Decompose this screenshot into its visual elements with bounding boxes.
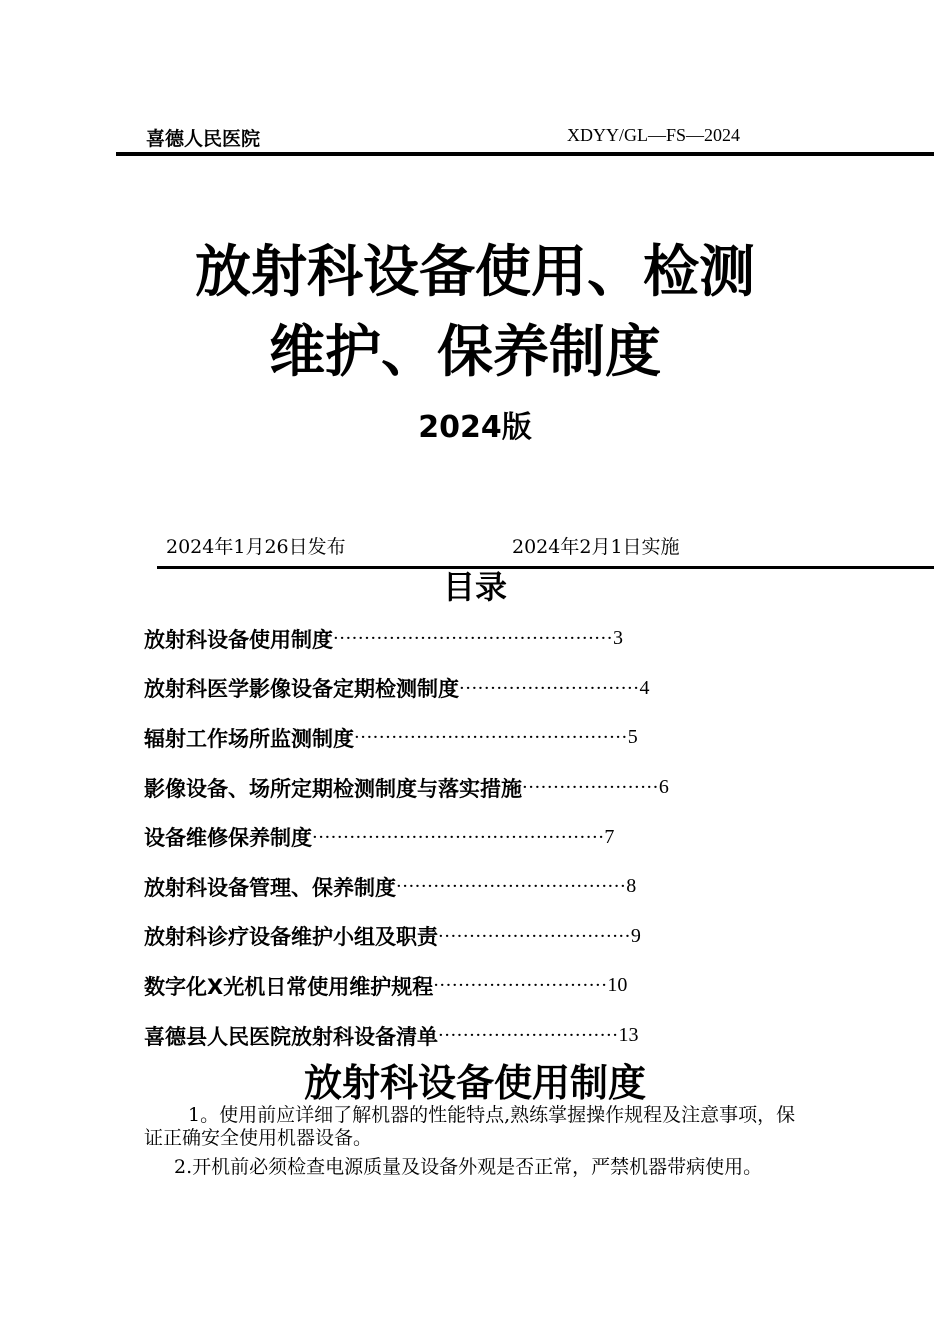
- toc-item-title: 设备维修保养制度: [144, 826, 312, 851]
- toc-leader: ·····························: [459, 677, 640, 699]
- document-version: 2024版: [418, 410, 532, 445]
- toc-item-title: 放射科设备管理、保养制度: [144, 875, 396, 900]
- toc-item[interactable]: [144, 862, 824, 912]
- toc-item-title: 喜德县人民医院放射科设备清单: [144, 1024, 438, 1049]
- toc-item-page: 5: [627, 726, 638, 749]
- toc-item-title: 放射科医学影像设备定期检测制度: [144, 677, 459, 702]
- toc-item-page: 6: [658, 776, 669, 799]
- toc-leader: ·······························: [438, 925, 631, 947]
- toc-item-title: 放射科设备使用制度: [144, 627, 333, 652]
- paragraph-text: 2.开机前必须检查电源质量及设备外观是否正常，严禁机器带病使用。: [174, 1156, 763, 1178]
- section-title: 放射科设备使用制度: [303, 1061, 646, 1105]
- header-rule: [116, 152, 934, 156]
- toc-leader: ····························: [433, 975, 608, 997]
- toc-item[interactable]: [144, 614, 824, 664]
- toc-leader: ·····························: [438, 1025, 619, 1047]
- toc-item[interactable]: [144, 812, 824, 862]
- table-of-contents: [144, 614, 824, 1060]
- toc-item-title: 辐射工作场所监测制度: [144, 726, 354, 751]
- toc-item-page: 3: [612, 627, 623, 650]
- toc-leader: ············································: [354, 727, 628, 749]
- toc-item-page: 8: [626, 875, 637, 898]
- header-org: 喜德人民医院: [146, 128, 261, 150]
- toc-item[interactable]: [144, 713, 824, 763]
- toc-item-title: 影像设备、场所定期检测制度与落实措施: [144, 776, 522, 801]
- document-title-line1: 放射科设备使用、检测: [195, 240, 755, 305]
- toc-leader: ·····································: [396, 876, 627, 898]
- toc-item-page: 7: [604, 825, 615, 848]
- paragraph-text: 1。使用前应详细了解机器的性能特点,熟练掌握操作规程及注意事项，保证正确安全使用机器设备。: [144, 1104, 796, 1149]
- toc-item-title: 数字化X光机日常使用维护规程: [144, 974, 434, 999]
- toc-item[interactable]: [144, 961, 824, 1011]
- document-title-line2: 维护、保养制度: [269, 320, 661, 385]
- toc-leader: ······················: [522, 777, 659, 799]
- toc-item-page: 10: [607, 974, 628, 997]
- implement-date: 2024年2月1日实施: [512, 536, 680, 558]
- section-paragraph: [144, 1156, 814, 1179]
- toc-item-page: 9: [630, 924, 641, 947]
- toc-leader: ·············································: [333, 628, 613, 650]
- header-doc-code: XDYY/GL—FS—2024: [567, 125, 741, 145]
- toc-item-page: 13: [618, 1024, 639, 1047]
- toc-item-page: 4: [639, 676, 650, 699]
- section-paragraph: [144, 1104, 814, 1150]
- publish-date: 2024年1月26日发布: [166, 536, 346, 558]
- toc-leader: ···············································: [312, 826, 605, 848]
- toc-item[interactable]: [144, 912, 824, 962]
- toc-item-title: 放射科诊疗设备维护小组及职责: [144, 925, 438, 950]
- toc-item[interactable]: [144, 664, 824, 714]
- toc-item[interactable]: [144, 763, 824, 813]
- toc-heading: 目录: [442, 568, 507, 606]
